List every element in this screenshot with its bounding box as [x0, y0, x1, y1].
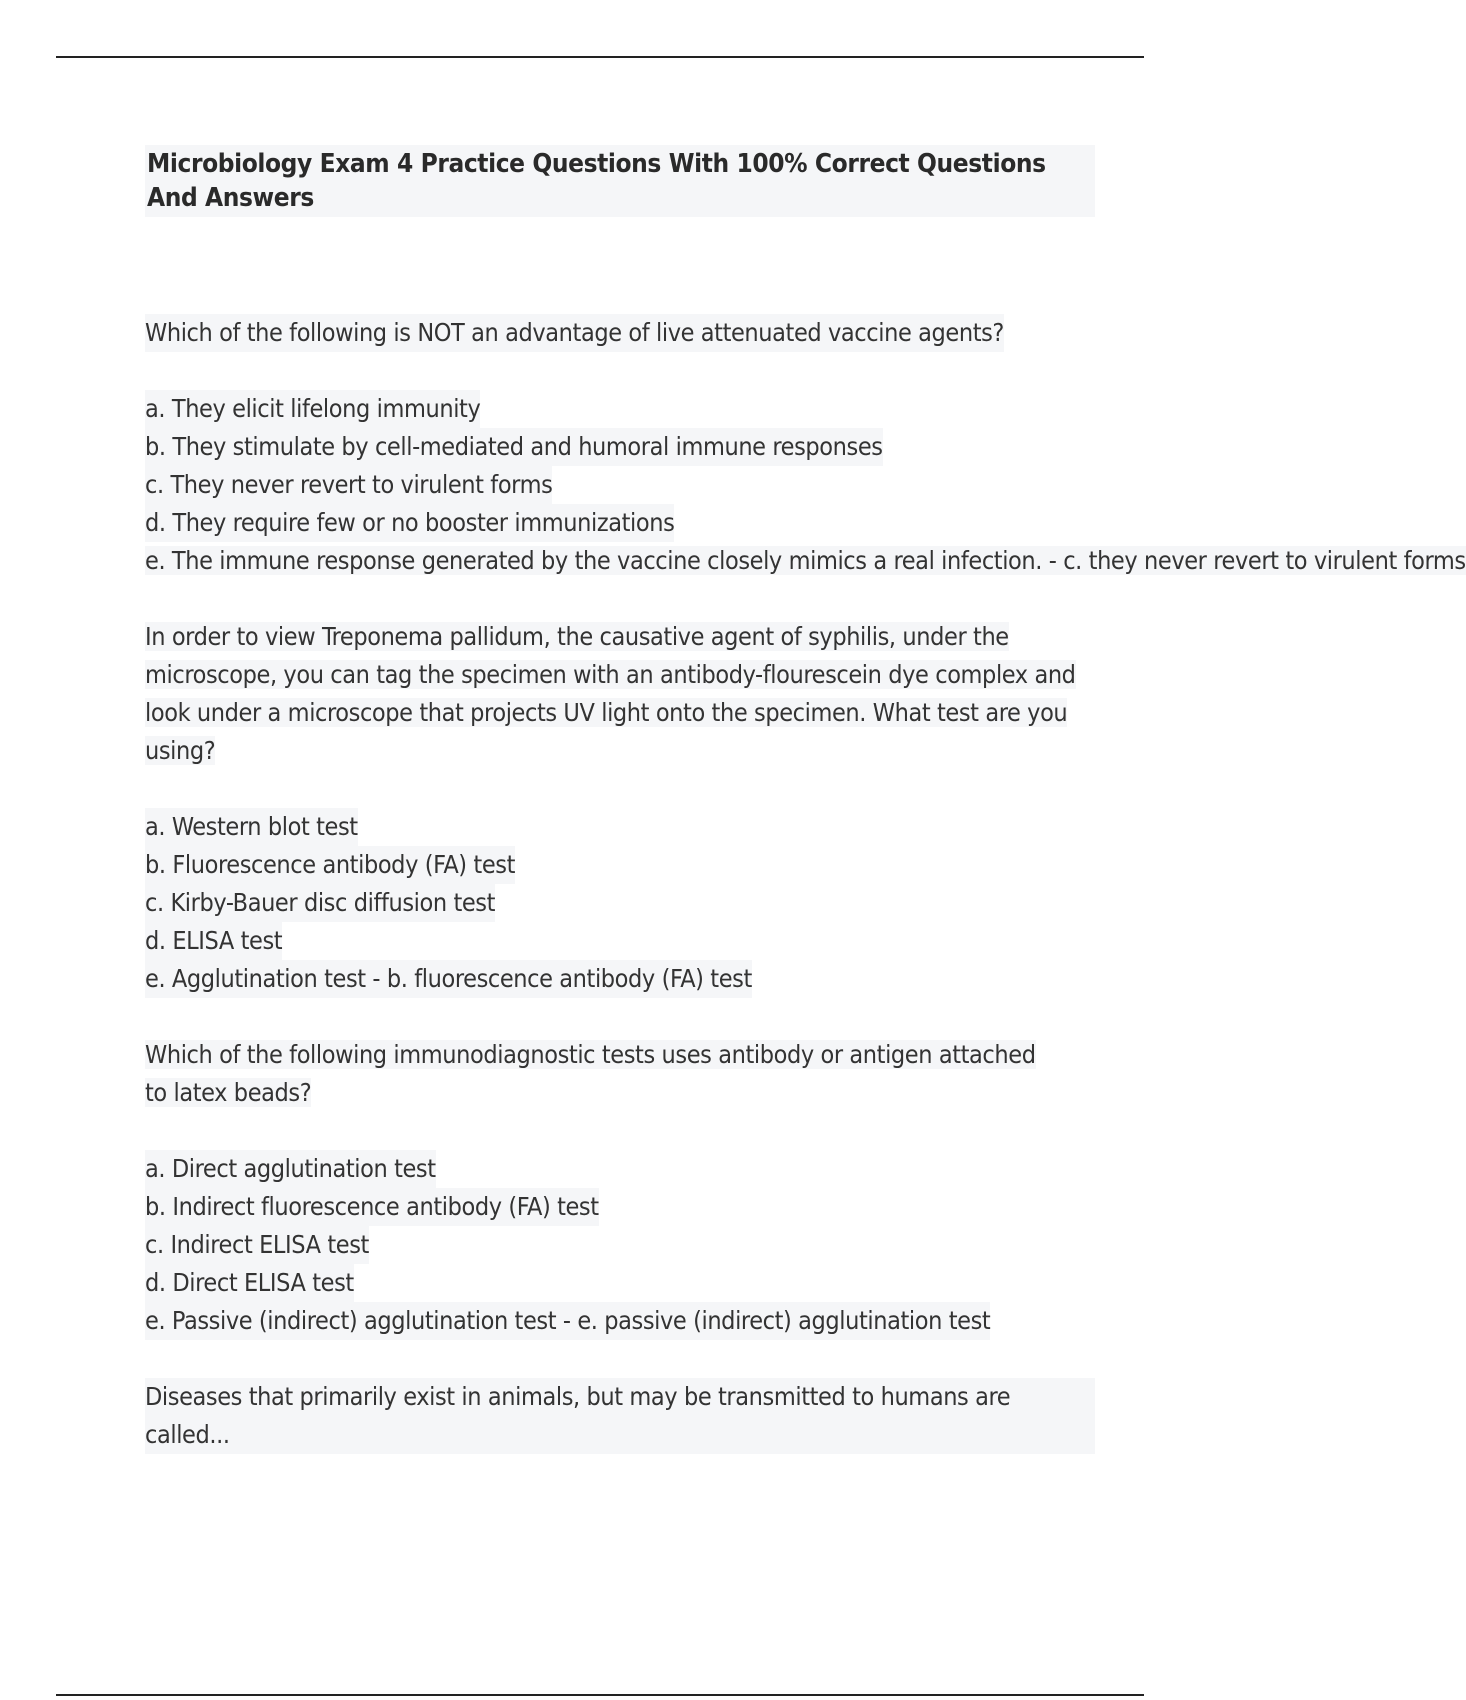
answer-options — [145, 808, 1095, 998]
question-text — [145, 314, 1095, 352]
answer-option: c. Kirby-Bauer disc diffusion test — [145, 884, 495, 922]
answer-options — [145, 1150, 1095, 1340]
answer-option: b. Fluorescence antibody (FA) test — [145, 846, 515, 884]
answer-option: d. ELISA test — [145, 922, 282, 960]
answer-option: a. Western blot test — [145, 808, 358, 846]
question-label: Which of the following immunodiagnostic tests uses antibody or antigen attached to latex beads? — [145, 1040, 1036, 1107]
answer-option: b. They stimulate by cell-mediated and humoral immune responses — [145, 428, 883, 466]
answer-option-with-answer: e. The immune response generated by the vaccine closely mimics a real infection. - c. they never revert to virulent forms — [145, 546, 1466, 575]
answer-option: b. Indirect fluorescence antibody (FA) test — [145, 1188, 599, 1226]
question-label: In order to view Treponema pallidum, the causative agent of syphilis, under the microscope, you can tag the specimen with an antibody-flourescein dye complex and look under a microscope that projects UV light onto the specimen. What test are you using? — [145, 622, 1076, 765]
question-block-4 — [145, 1378, 1095, 1454]
question-block-2 — [145, 618, 1095, 998]
top-rule — [56, 56, 1144, 58]
bottom-rule — [56, 1694, 1144, 1696]
document-title: Microbiology Exam 4 Practice Questions With 100% Correct Questions And Answers — [145, 145, 1095, 217]
question-text — [145, 1036, 1055, 1112]
answer-option: a. Direct agglutination test — [145, 1150, 436, 1188]
question-text — [145, 1378, 1095, 1454]
document-body — [145, 145, 1466, 1492]
question-label: Diseases that primarily exist in animals, but may be transmitted to humans are called... — [145, 1378, 1095, 1454]
answer-option: d. They require few or no booster immunizations — [145, 504, 674, 542]
answer-option-with-answer: e. Passive (indirect) agglutination test - e. passive (indirect) agglutination test — [145, 1302, 990, 1340]
question-label: Which of the following is NOT an advantage of live attenuated vaccine agents? — [145, 314, 1004, 352]
answer-options — [145, 390, 1466, 580]
question-text — [145, 618, 1085, 770]
answer-option: a. They elicit lifelong immunity — [145, 390, 480, 428]
answer-option: c. They never revert to virulent forms — [145, 466, 552, 504]
answer-option-with-answer: e. Agglutination test - b. fluorescence antibody (FA) test — [145, 960, 752, 998]
question-block-3 — [145, 1036, 1095, 1340]
answer-option: c. Indirect ELISA test — [145, 1226, 369, 1264]
question-block-1 — [145, 314, 1466, 580]
answer-option: d. Direct ELISA test — [145, 1264, 354, 1302]
